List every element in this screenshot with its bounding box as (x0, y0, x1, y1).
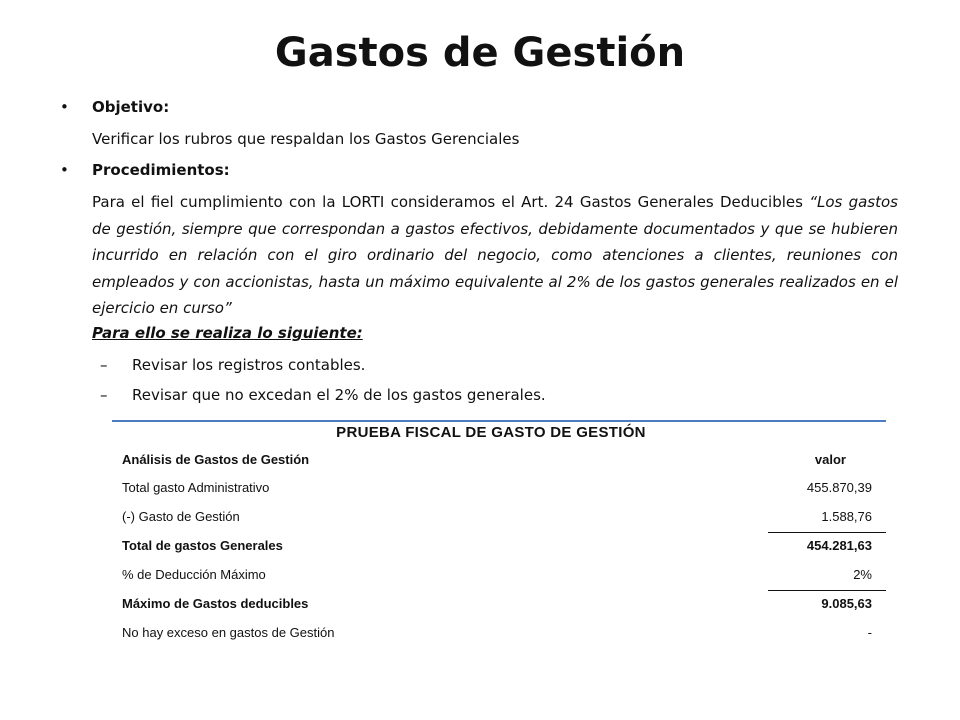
row-label: Total gasto Administrativo (122, 480, 270, 495)
table-header-row (122, 452, 886, 472)
table-row (122, 567, 886, 587)
row-label: Total de gastos Generales (122, 538, 283, 553)
table-row (122, 625, 886, 645)
sum-divider (768, 532, 886, 533)
header-label: Análisis de Gastos de Gestión (122, 452, 310, 467)
lorti-quote: “Los gastos de gestión, siempre que correspondan a gastos efectivos, debidamente documentados y que se hubieren incurrido en relación con el giro ordinario del negocio, como atenciones a clientes, reuniones con empleados y con accionistas, hasta un máximo equivalente al 2% de los gastos generales realizados en el ejercicio en curso” (92, 193, 898, 317)
row-label: % de Deducción Máximo (122, 567, 266, 582)
fiscal-test-table (96, 414, 886, 646)
step-text: Revisar los registros contables. (132, 356, 366, 374)
row-value: 2% (853, 567, 872, 582)
row-value: 454.281,63 (806, 538, 872, 553)
bullet-dot-icon: • (60, 161, 69, 179)
procedimientos-subheading: Para ello se realiza lo siguiente: (92, 324, 363, 342)
step-text: Revisar que no excedan el 2% de los gastos generales. (132, 386, 546, 404)
row-label: (-) Gasto de Gestión (122, 509, 240, 524)
procedimientos-intro: Para el fiel cumplimiento con la LORTI consideramos el Art. 24 Gastos Generales Deducibles (92, 193, 810, 211)
sum-divider (768, 590, 886, 591)
header-value: valor (814, 452, 846, 467)
procedimientos-label: Procedimientos: (92, 161, 230, 179)
table-row (122, 509, 886, 529)
row-label: No hay exceso en gastos de Gestión (122, 625, 335, 640)
row-value: - (867, 625, 872, 640)
row-value: 1.588,76 (821, 509, 872, 524)
bullet-dot-icon: • (60, 98, 69, 116)
table-row (122, 538, 886, 558)
row-value: 9.085,63 (821, 596, 872, 611)
slide-title: Gastos de Gestión (274, 30, 686, 76)
row-value: 455.870,39 (806, 480, 872, 495)
table-row (122, 480, 886, 500)
dash-icon: – (100, 356, 108, 374)
procedimientos-paragraph (92, 189, 898, 322)
table-top-border (112, 420, 886, 422)
row-label: Máximo de Gastos deducibles (122, 596, 309, 611)
table-row (122, 596, 886, 616)
dash-icon: – (100, 386, 108, 404)
objetivo-text: Verificar los rubros que respaldan los Gastos Gerenciales (92, 130, 520, 148)
objetivo-label: Objetivo: (92, 98, 170, 116)
fiscal-table-title: PRUEBA FISCAL DE GASTO DE GESTIÓN (336, 424, 646, 441)
